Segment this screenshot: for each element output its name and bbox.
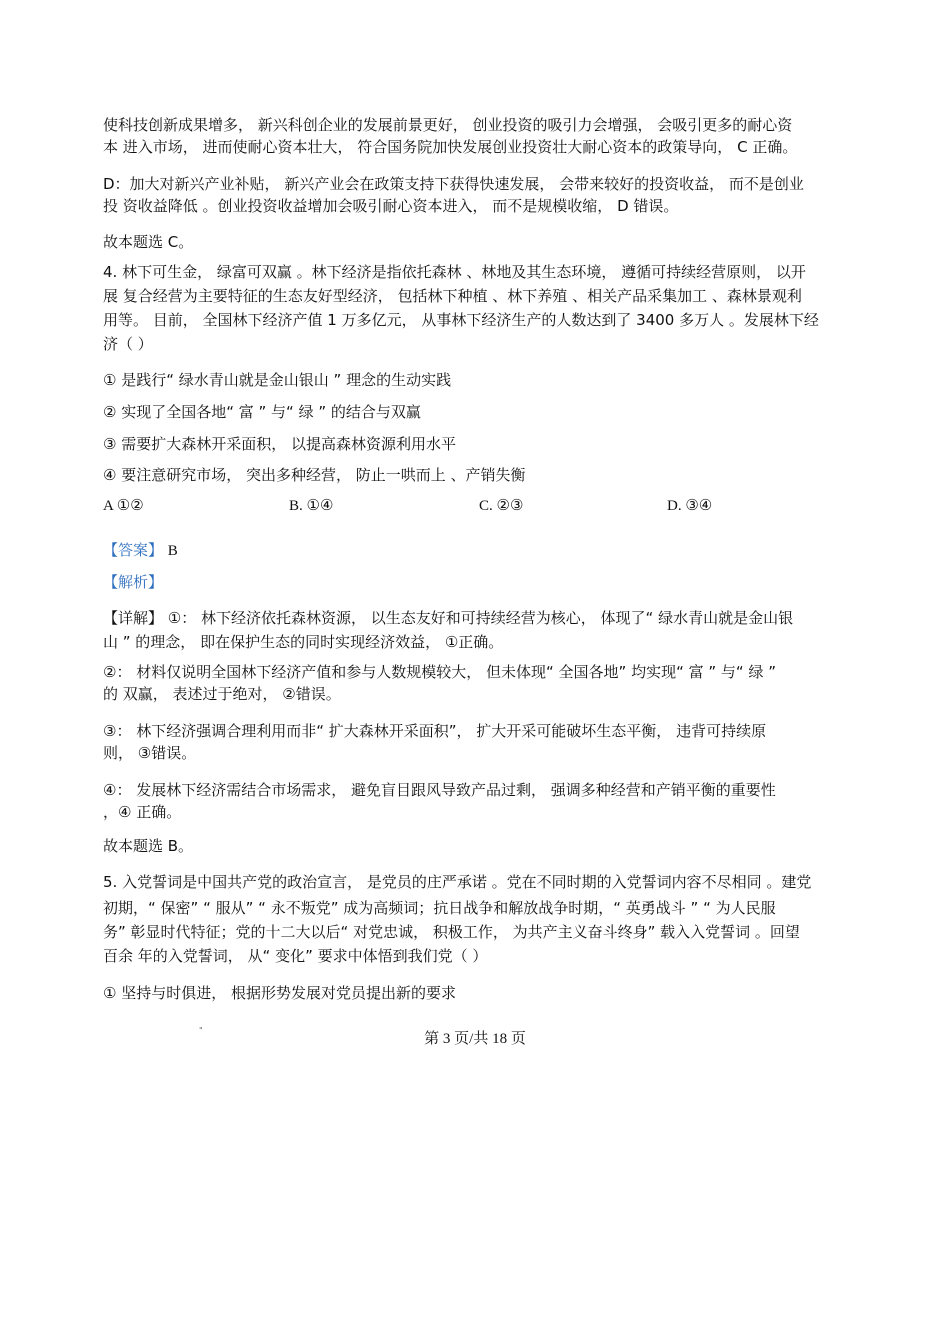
option-b: B. ①④ — [289, 498, 334, 514]
detail-line: ④： 发展林下经济需结合市场需求， 避免盲目跟风导致产品过剩， 强调多种经营和产销平衡的重要性 — [103, 781, 776, 799]
question-5-stem: 百余 年的入党誓词， 从“ 变化” 要求中体悟到我们党（ ） — [103, 947, 488, 965]
question-4-stem: 4. 林下可生金， 绿富可双赢 。林下经济是指依托森林 、林地及其生态环境， 遵循可持续经营原则， 以开 — [103, 263, 806, 281]
detail-line: 山 ” 的理念， 即在保护生态的同时实现经济效益， ①正确。 — [103, 633, 504, 651]
question-4-stem: 用等。 目前， 全国林下经济产值 1 万多亿元， 从事林下经济生产的人数达到了 3400 多万人 。发展林下经 — [103, 311, 819, 329]
detail-line: ，④ 正确。 — [103, 803, 182, 821]
detail-line: 则， ③错误。 — [103, 744, 197, 762]
option-d: D. ③④ — [667, 498, 713, 514]
text-line — [103, 174, 804, 194]
question-4-item-3: ③ 需要扩大森林开采面积， 以提高森林资源利用水平 — [103, 435, 456, 453]
detail-line — [103, 608, 793, 628]
detail-text: ①： 林下经济依托森林资源， 以生态友好和可持续经营为核心， 体现了“ 绿水青山就是金山银 — [167, 609, 794, 627]
question-4-stem: 展 复合经营为主要特征的生态友好型经济， 包括林下种植 、林下养殖 、相关产品采集加工 、森林景观利 — [103, 287, 802, 305]
page-number: 第 3 页/共 18 页 — [424, 1031, 526, 1047]
question-4-stem: 济（ ） — [103, 335, 153, 353]
answer-value: B — [167, 543, 178, 559]
detail-line: ③： 林下经济强调合理利用而非“ 扩大森林开采面积”， 扩大开采可能破坏生态平衡， 违背可持续原 — [103, 722, 767, 740]
text-prev-2: 本 进入市场， 进而使耐心资本壮大， 符合国务院加快发展创业投资壮大耐心资本的政策导向， C 正确。 — [103, 138, 798, 156]
footer-mark: " — [199, 1026, 203, 1035]
question-5-item-1: ① 坚持与时俱进， 根据形势发展对党员提出新的要求 — [103, 984, 456, 1002]
text-prev-1: 使科技创新成果增多， 新兴科创企业的发展前景更好， 创业投资的吸引力会增强， 会吸引更多的耐心资 — [103, 116, 793, 134]
option-a: A ①② — [103, 498, 144, 514]
question-5-stem: 务” 彰显时代特征；党的十二大以后“ 对党忠诚， 积极工作， 为共产主义奋斗终身” 载入入党誓词 。回望 — [103, 923, 800, 941]
analysis-line — [103, 572, 163, 592]
text-line — [103, 115, 792, 135]
text-prev-3: D：加大对新兴产业补贴， 新兴产业会在政策支持下获得快速发展， 会带来较好的投资收益， 而不是创业 — [103, 175, 804, 193]
question-4-conclusion: 故本题选 B。 — [103, 837, 194, 855]
text-line — [103, 196, 678, 216]
question-4-item-4: ④ 要注意研究市场， 突出多种经营， 防止一哄而上 、产销失衡 — [103, 466, 526, 484]
answer-line — [103, 540, 178, 561]
answer-tag: 【答案】 — [103, 541, 164, 559]
question-5-stem: 5. 入党誓词是中国共产党的政治宣言， 是党员的庄严承诺 。党在不同时期的入党誓词内容不尽相同 。建党 — [103, 873, 812, 891]
detail-line: 的 双赢， 表述过于绝对， ②错误。 — [103, 685, 341, 703]
detail-tag: 【详解】 — [103, 609, 164, 627]
analysis-tag: 【解析】 — [103, 573, 164, 591]
text-prev-4: 投 资收益降低 。创业投资收益增加会吸引耐心资本进入， 而不是规模收缩， D 错误。 — [103, 197, 679, 215]
question-4-item-1: ① 是践行“ 绿水青山就是金山银山 ” 理念的生动实践 — [103, 371, 452, 389]
text-line — [103, 232, 193, 252]
question-5-stem: 初期，“ 保密” “ 服从” “ 永不叛党” 成为高频词；抗日战争和解放战争时期，“ 英勇战斗 ” “ 为人民服 — [103, 899, 776, 917]
text-line — [103, 137, 797, 157]
question-4-item-2: ② 实现了全国各地“ 富 ” 与“ 绿 ” 的结合与双赢 — [103, 403, 421, 421]
option-c: C. ②③ — [479, 498, 524, 514]
prev-conclusion: 故本题选 C。 — [103, 233, 194, 251]
detail-line: ②： 材料仅说明全国林下经济产值和参与人数规模较大， 但未体现“ 全国各地” 均实现“ 富 ” 与“ 绿 ” — [103, 663, 776, 681]
